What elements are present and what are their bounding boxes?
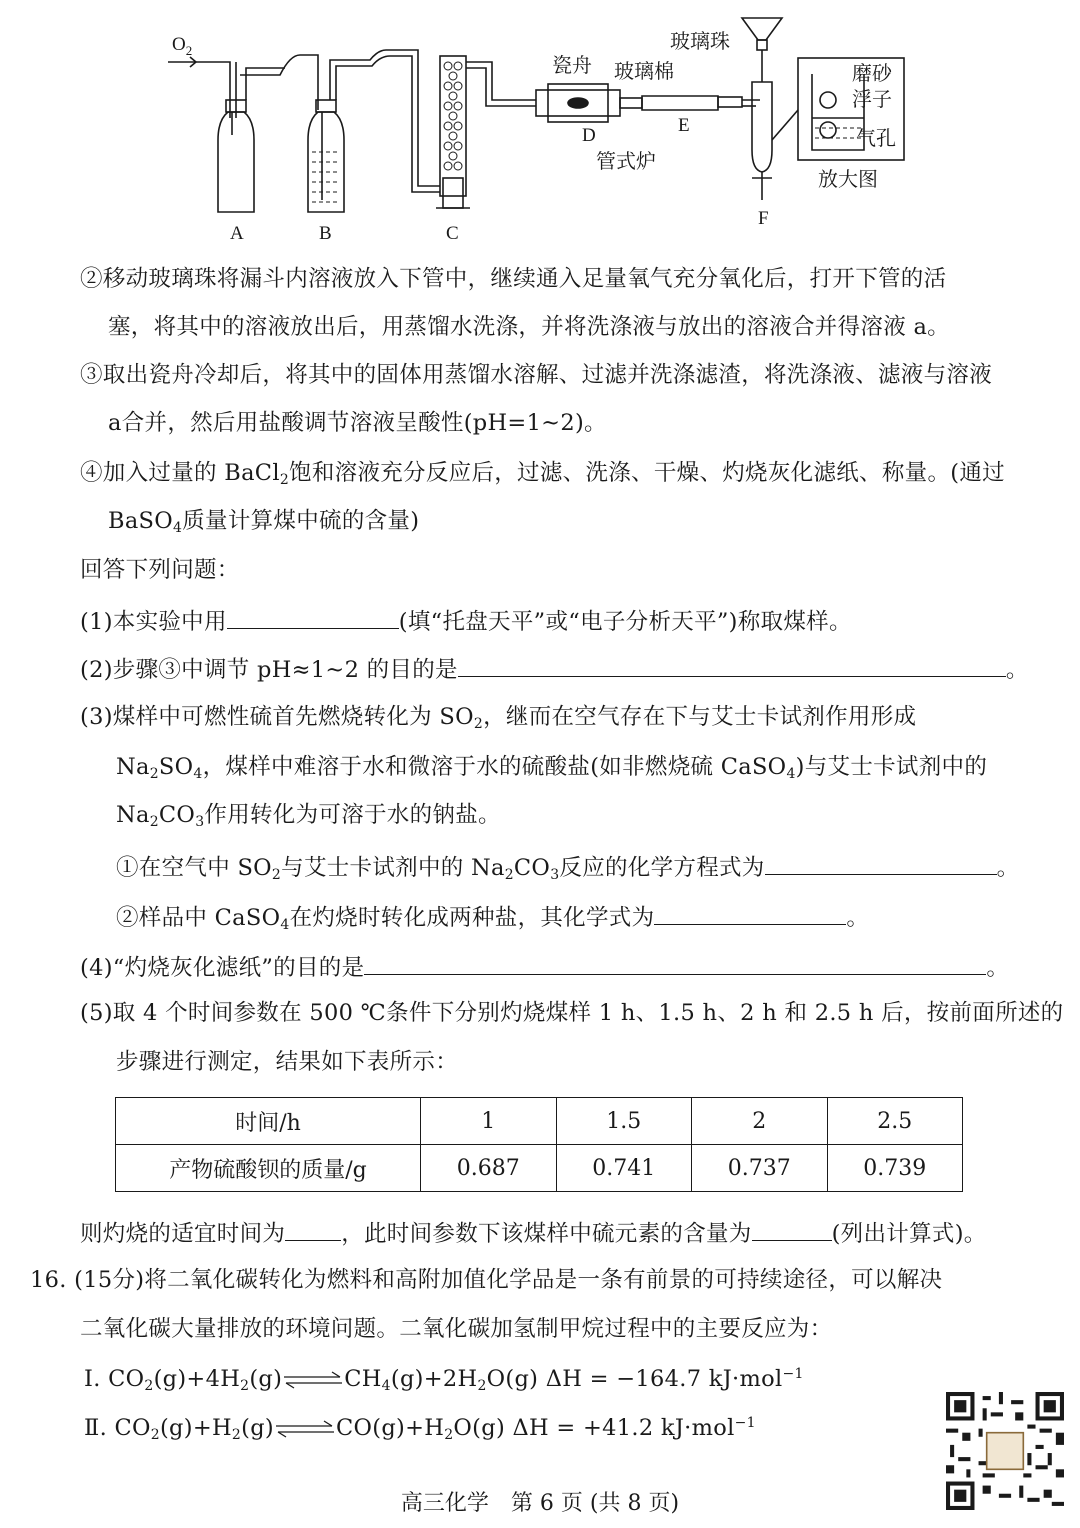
label-b: B (319, 223, 332, 244)
label-c: C (446, 223, 459, 244)
enlarged-view-label: 放大图 (818, 167, 878, 191)
step-4-line-2: BaSO$_4$质量计算煤中硫的含量) (108, 508, 420, 536)
question-4: (4)“灼烧灰化滤纸”的目的是 。 (80, 950, 1009, 983)
table-cell: 0.737 (692, 1145, 828, 1192)
table-row (116, 1098, 963, 1145)
reaction-2: Ⅱ. $CO_2(g)+H_2(g)$ $CO(g)+H_2O(g) \Delta H = +41.2$ kJ·mol$^{-1}$ (84, 1415, 756, 1443)
table-row-label: 产物硫酸钡的质量/g (116, 1145, 421, 1192)
answer-blank-2[interactable] (458, 652, 1006, 677)
answer-blank-3-2[interactable] (654, 900, 846, 925)
answer-blank-5-2[interactable] (752, 1216, 832, 1241)
apparatus-diagram (0, 0, 1080, 250)
label-d: D (582, 125, 596, 146)
label-a: A (230, 223, 244, 244)
question-3-line-1: (3)煤样中可燃性硫首先燃烧转化为 $SO_2$，继而在空气存在下与艾士卡试剂作用形成 (80, 704, 917, 732)
questions-intro: 回答下列问题： (80, 557, 240, 583)
step-2-line-1: ②移动玻璃珠将漏斗内溶液放入下管中，继续通入足量氧气充分氧化后，打开下管的活 (80, 266, 947, 292)
step-4-line-1: ④加入过量的 BaCl$_2$饱和溶液充分反应后，过滤、洗涤、干燥、灼烧灰化滤纸、称量。(通过 (80, 460, 1005, 488)
question-3-sub-2: ②样品中 CaSO$_4$在灼烧时转化成两种盐，其化学式为 。 (116, 900, 869, 933)
step-2-line-2: 塞，将其中的溶液放出后，用蒸馏水洗涤，并将洗涤液与放出的溶液合并得溶液 a。 (108, 314, 950, 340)
ground-float-label-1: 磨砂 (852, 61, 892, 85)
question-3-line-2: $Na_2SO_4$，煤样中难溶于水和微溶于水的硫酸盐(如非燃烧硫 CaSO$_4$)与艾士卡试剂中的 (116, 754, 988, 782)
question-5-line-1: (5)取 4 个时间参数在 500 ℃条件下分别灼烧煤样 1 h、1.5 h、2 h 和 2.5 h 后，按前面所述的 (80, 1000, 1064, 1026)
table-cell: 2 (692, 1098, 828, 1145)
tube-furnace-label: 管式炉 (596, 149, 656, 173)
table-cell: 0.739 (827, 1145, 963, 1192)
answer-blank-4[interactable] (364, 950, 986, 975)
table-cell: 1.5 (556, 1098, 692, 1145)
o2-label: $O_2$ (172, 34, 193, 58)
question-2: (2)步骤③中调节 pH≈1~2 的目的是 。 (80, 652, 1029, 685)
answer-blank-5-1[interactable] (285, 1216, 341, 1241)
glass-wool-label: 玻璃棉 (614, 59, 674, 83)
label-f: F (758, 208, 769, 229)
results-table (115, 1097, 963, 1192)
reaction-1: Ⅰ. $CO_2(g)+4H_2(g)$ $CH_4(g)+2H_2O(g) \Delta H = -164.7$ kJ·mol$^{-1}$ (84, 1366, 804, 1394)
table-cell: 2.5 (827, 1098, 963, 1145)
step-3-line-2: a合并，然后用盐酸调节溶液呈酸性(pH=1~2)。 (108, 410, 607, 436)
table-cell: 0.687 (421, 1145, 557, 1192)
question-16-line-1: 16. (15分)将二氧化碳转化为燃料和高附加值化学品是一条有前景的可持续途径，可以解决 (30, 1267, 943, 1293)
question-16-line-2: 二氧化碳大量排放的环境问题。二氧化碳加氢制甲烷过程中的主要反应为： (80, 1316, 833, 1342)
equilibrium-arrow-icon (282, 1370, 344, 1390)
question-3-sub-1: ①在空气中 $SO_2$与艾士卡试剂中的 $Na_2CO_3$反应的化学方程式为 。 (116, 850, 1019, 883)
answer-blank-3-1[interactable] (765, 850, 997, 875)
porcelain-boat-label: 瓷舟 (552, 53, 592, 77)
question-5-line-2: 步骤进行测定，结果如下表所示： (116, 1049, 459, 1075)
table-header-label: 时间/h (116, 1098, 421, 1145)
table-cell: 0.741 (556, 1145, 692, 1192)
equilibrium-arrow-icon (274, 1419, 336, 1439)
glass-bead-label: 玻璃珠 (670, 29, 730, 53)
table-row (116, 1145, 963, 1192)
question-5-follow-up: 则灼烧的适宜时间为 ，此时间参数下该煤样中硫元素的含量为 (列出计算式)。 (80, 1216, 987, 1249)
table-cell: 1 (421, 1098, 557, 1145)
ground-float-label-2: 浮子 (852, 87, 892, 111)
label-e: E (678, 115, 690, 136)
question-3-line-3: $Na_2CO_3$作用转化为可溶于水的钠盐。 (116, 802, 501, 830)
step-3-line-1: ③取出瓷舟冷却后，将其中的固体用蒸馏水溶解、过滤并洗涤滤渣，将洗涤液、滤液与溶液 (80, 362, 993, 388)
air-hole-label: 气孔 (856, 126, 896, 150)
answer-blank-1[interactable] (227, 604, 399, 629)
page-footer: 高三化学 第 6 页 (共 8 页) (400, 1491, 680, 1516)
question-1: (1)本实验中用 (填“托盘天平”或“电子分析天平”)称取煤样。 (80, 604, 852, 637)
